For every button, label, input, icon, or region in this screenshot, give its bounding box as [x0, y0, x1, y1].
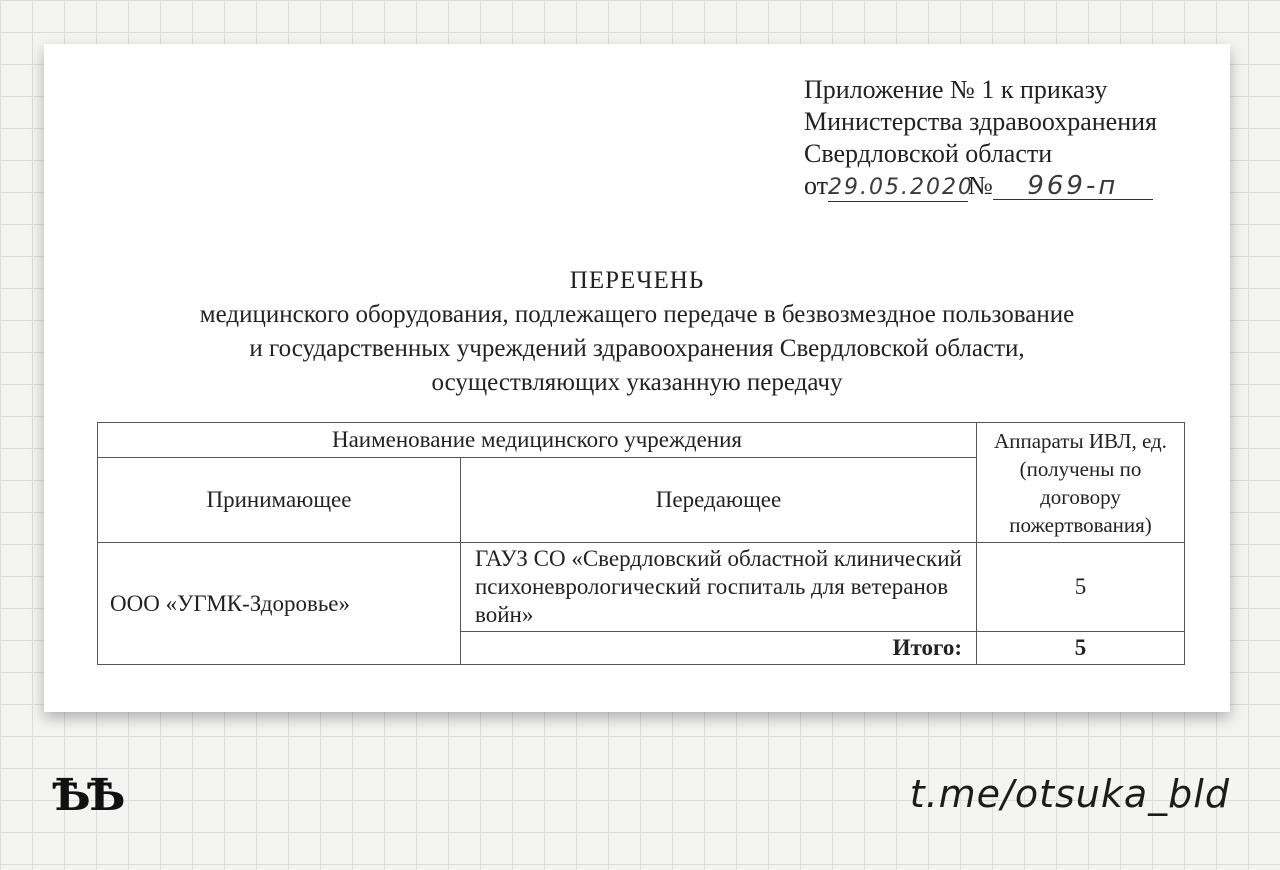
- total-label: Итого:: [461, 632, 977, 665]
- header-institution-name: Наименование медицинского учреждения: [98, 423, 977, 458]
- table-header-row: [98, 423, 1185, 458]
- channel-logo: ѢѢ: [52, 770, 122, 821]
- receiving-institution: ООО «УГМК-Здоровье»: [98, 543, 461, 665]
- equipment-table: [97, 422, 1185, 665]
- appendix-line-2: Министерства здравоохранения: [804, 107, 1157, 136]
- document-title: ПЕРЕЧЕНЬ: [569, 267, 705, 294]
- appendix-line-3: Свердловской области: [804, 139, 1053, 168]
- table-row: [98, 543, 1185, 632]
- appendix-line-1: Приложение № 1 к приказу: [804, 75, 1108, 104]
- heading-line-3: осуществляющих указанную передачу: [431, 369, 843, 396]
- total-value: 5: [977, 632, 1185, 665]
- from-label: от: [804, 171, 829, 200]
- heading-line-2: и государственных учреждений здравоохранения Свердловской области,: [249, 335, 1025, 362]
- heading-line-1: медицинского оборудования, подлежащего передаче в безвозмездное пользование: [199, 301, 1075, 328]
- ivl-count-value: 5: [977, 543, 1185, 632]
- appendix-block: [804, 74, 1157, 202]
- header-ivl-count: Аппараты ИВЛ, ед. (получены по договору пожертвования): [977, 423, 1185, 543]
- order-number: 969-п: [993, 173, 1153, 200]
- header-receiving: Принимающее: [98, 458, 461, 543]
- appendix-order-line: [804, 170, 1157, 202]
- document-heading: [44, 264, 1230, 400]
- number-label: №: [968, 171, 993, 200]
- document-sheet: [44, 44, 1230, 712]
- channel-handle: t.me/otsuka_bld: [909, 772, 1230, 816]
- order-date: 29.05.2020: [828, 175, 974, 200]
- transferring-institution: ГАУЗ СО «Свердловский областной клинический психоневрологический госпиталь для ветеранов войн»: [461, 543, 977, 632]
- header-transferring: Передающее: [461, 458, 977, 543]
